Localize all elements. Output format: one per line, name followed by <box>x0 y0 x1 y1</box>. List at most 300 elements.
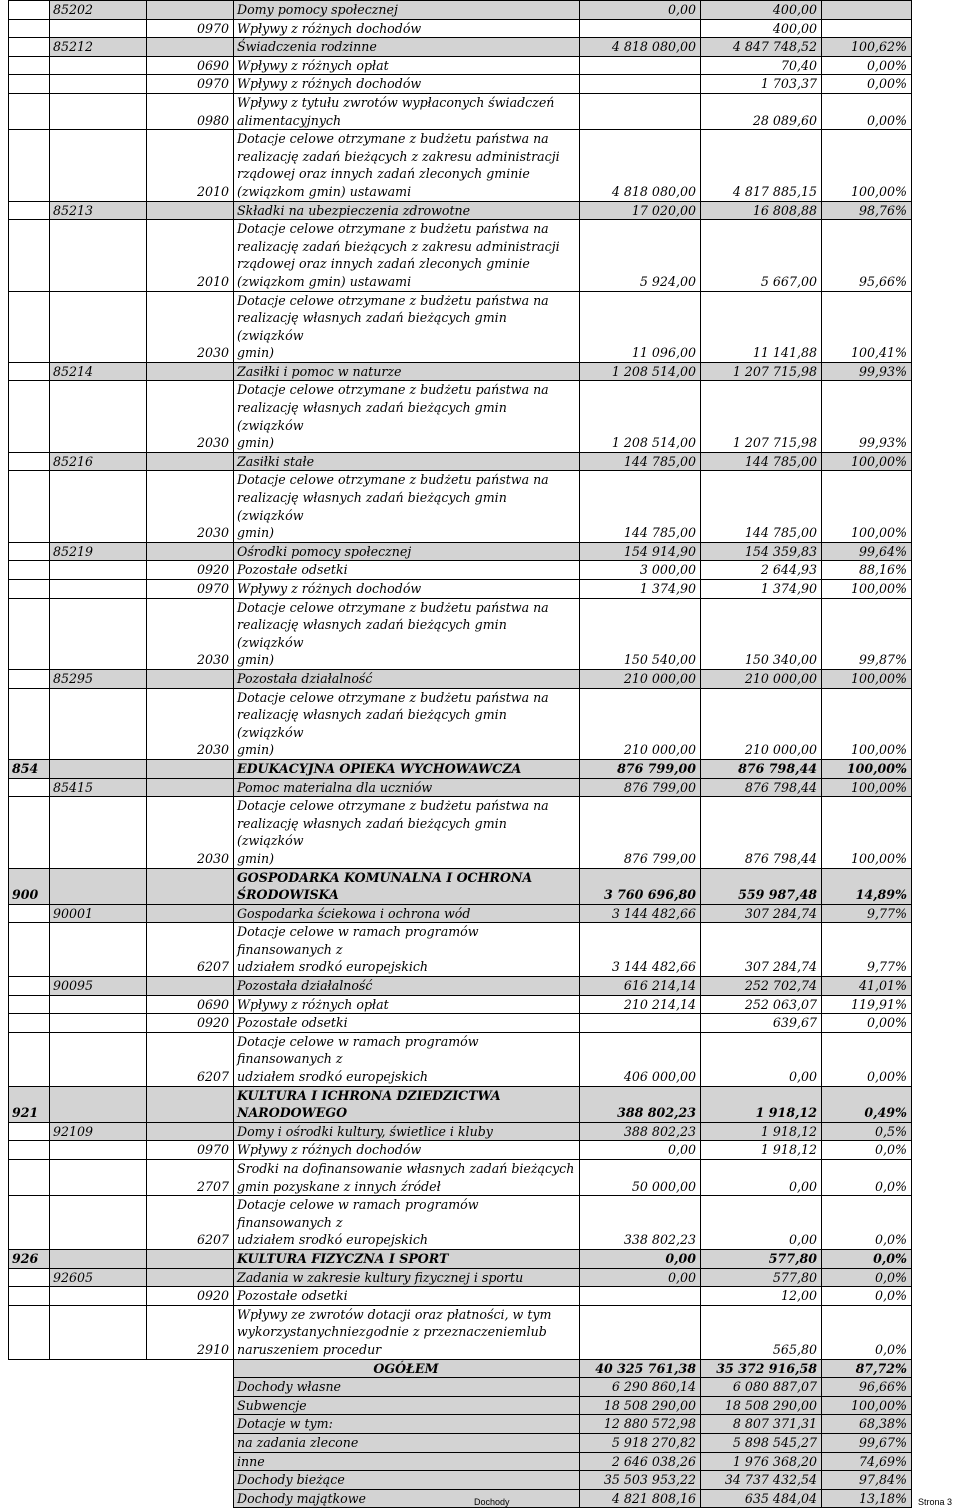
rozdzial-cell <box>50 688 147 759</box>
table-row <box>9 688 912 759</box>
wykonanie-cell <box>701 580 822 599</box>
rozdzial-cell <box>50 580 147 599</box>
table-row <box>9 561 912 580</box>
name-cell <box>234 362 580 381</box>
wykonanie-cell-text: 144 785,00 <box>744 453 817 469</box>
percent-cell-text: 0,0% <box>875 1232 907 1248</box>
summary-percent-cell-text: 87,72% <box>855 1360 907 1376</box>
paragraf-cell <box>147 1 234 20</box>
paragraf-cell-text: 6207 <box>196 1232 229 1248</box>
percent-cell <box>822 19 912 38</box>
paragraf-cell <box>147 542 234 561</box>
name-cell-text: Wpływy z różnych dochodów <box>237 581 422 596</box>
plan-cell-text: 0,00 <box>667 1269 696 1285</box>
wykonanie-cell <box>701 561 822 580</box>
plan-cell-text: 210 000,00 <box>623 742 696 758</box>
wykonanie-cell <box>701 362 822 381</box>
table-row <box>9 977 912 996</box>
blank-cell <box>9 1415 50 1434</box>
paragraf-cell-text: 2030 <box>196 435 229 451</box>
rozdzial-cell-text: 90001 <box>53 905 94 921</box>
name-cell-text: Wpływy z różnych dochodów <box>237 76 422 92</box>
wykonanie-cell <box>701 1141 822 1160</box>
wykonanie-cell <box>701 1 822 20</box>
summary-percent-cell <box>822 1471 912 1490</box>
paragraf-cell <box>147 561 234 580</box>
wykonanie-cell-text: 210 000,00 <box>744 742 817 758</box>
name-cell <box>234 381 580 452</box>
dzial-cell-text: 926 <box>12 1250 39 1266</box>
table-row <box>9 201 912 220</box>
table-row <box>9 669 912 688</box>
plan-cell <box>580 93 701 129</box>
plan-cell-text: 3 000,00 <box>639 562 696 578</box>
name-cell <box>234 977 580 996</box>
paragraf-cell-text: 2030 <box>196 850 229 866</box>
rozdzial-cell <box>50 759 147 778</box>
wykonanie-cell-text: 144 785,00 <box>744 525 817 541</box>
rozdzial-cell <box>50 561 147 580</box>
plan-cell <box>580 923 701 977</box>
summary-name-cell <box>234 1396 580 1415</box>
plan-cell-text: 338 802,23 <box>623 1232 696 1248</box>
wykonanie-cell <box>701 904 822 923</box>
percent-cell-text: 0,0% <box>875 1178 907 1194</box>
blank-cell <box>50 1471 234 1490</box>
summary-wykonanie-cell <box>701 1378 822 1397</box>
dzial-cell <box>9 19 50 38</box>
paragraf-cell <box>147 1287 234 1306</box>
rozdzial-cell <box>50 130 147 201</box>
summary-percent-cell <box>822 1433 912 1452</box>
paragraf-cell <box>147 1141 234 1160</box>
percent-cell <box>822 201 912 220</box>
name-cell-text: Dotacje celowe otrzymane z budżetu państwa na realizację własnych zadań bieżących gmin (związków gmin) <box>237 472 549 541</box>
plan-cell <box>580 598 701 669</box>
percent-cell-text: 100,00% <box>850 742 907 758</box>
name-cell-text: EDUKACYJNA OPIEKA WYCHOWAWCZA <box>237 760 522 776</box>
summary-percent-cell-text: 74,69% <box>858 1453 907 1469</box>
plan-cell-text: 3 144 482,66 <box>611 905 696 921</box>
plan-cell <box>580 1032 701 1086</box>
rozdzial-cell <box>50 1268 147 1287</box>
rozdzial-cell-text: 85212 <box>53 39 94 55</box>
percent-cell <box>822 1196 912 1250</box>
summary-percent-cell <box>822 1415 912 1434</box>
dzial-cell <box>9 38 50 57</box>
table-row <box>9 1268 912 1287</box>
percent-cell <box>822 471 912 542</box>
plan-cell-text: 17 020,00 <box>631 202 696 218</box>
blank-cell <box>9 1471 50 1490</box>
paragraf-cell <box>147 598 234 669</box>
wykonanie-cell <box>701 19 822 38</box>
dzial-cell <box>9 362 50 381</box>
percent-cell-text: 0,00% <box>866 1015 907 1031</box>
percent-cell-text: 0,0% <box>875 1142 907 1158</box>
name-cell-text: Zasiłki stałe <box>237 453 315 469</box>
percent-cell <box>822 75 912 94</box>
name-cell <box>234 291 580 362</box>
name-cell-text: Dotacje celowe w ramach programów finansowanych z udziałem srodkó europejskich <box>237 1197 479 1248</box>
name-cell <box>234 220 580 291</box>
wykonanie-cell <box>701 291 822 362</box>
wykonanie-cell <box>701 1014 822 1033</box>
dzial-cell <box>9 1305 50 1359</box>
name-cell <box>234 1141 580 1160</box>
summary-wykonanie-cell <box>701 1359 822 1378</box>
summary-row <box>9 1433 912 1452</box>
wykonanie-cell-text: 307 284,74 <box>744 905 817 921</box>
plan-cell <box>580 1305 701 1359</box>
name-cell-text: Wpływy z różnych dochodów <box>237 20 422 36</box>
summary-wykonanie-cell-text: 6 080 887,07 <box>732 1379 817 1395</box>
summary-name-cell <box>234 1471 580 1490</box>
wykonanie-cell-text: 210 000,00 <box>744 670 817 686</box>
summary-plan-cell <box>580 1433 701 1452</box>
name-cell <box>234 1032 580 1086</box>
dzial-cell <box>9 1086 50 1122</box>
wykonanie-cell-text: 1 703,37 <box>760 76 817 92</box>
summary-row <box>9 1452 912 1471</box>
summary-plan-cell-text: 4 821 808,16 <box>611 1490 696 1506</box>
name-cell <box>234 580 580 599</box>
percent-cell-text: 100,00% <box>850 850 907 866</box>
paragraf-cell <box>147 56 234 75</box>
rozdzial-cell <box>50 93 147 129</box>
wykonanie-cell <box>701 1086 822 1122</box>
rozdzial-cell-text: 85213 <box>53 202 94 218</box>
blank-cell <box>9 1489 50 1508</box>
name-cell <box>234 201 580 220</box>
plan-cell <box>580 130 701 201</box>
percent-cell-text: 0,00% <box>866 76 907 92</box>
plan-cell <box>580 580 701 599</box>
plan-cell <box>580 362 701 381</box>
summary-name-cell <box>234 1359 580 1378</box>
table-row <box>9 868 912 904</box>
wykonanie-cell <box>701 75 822 94</box>
paragraf-cell <box>147 93 234 129</box>
percent-cell-text: 14,89% <box>855 887 907 903</box>
wykonanie-cell <box>701 778 822 797</box>
name-cell <box>234 759 580 778</box>
table-row <box>9 923 912 977</box>
plan-cell-text: 876 799,00 <box>617 760 696 776</box>
summary-percent-cell <box>822 1396 912 1415</box>
dzial-cell <box>9 778 50 797</box>
rozdzial-cell-text: 85219 <box>53 543 94 559</box>
dzial-cell-text: 921 <box>12 1105 39 1121</box>
dzial-cell <box>9 995 50 1014</box>
summary-name-cell-text: Dotacje w tym: <box>237 1416 333 1432</box>
dzial-cell <box>9 759 50 778</box>
wykonanie-cell <box>701 38 822 57</box>
wykonanie-cell <box>701 669 822 688</box>
dzial-cell <box>9 56 50 75</box>
percent-cell <box>822 291 912 362</box>
plan-cell <box>580 75 701 94</box>
paragraf-cell <box>147 38 234 57</box>
paragraf-cell <box>147 1305 234 1359</box>
summary-wykonanie-cell-text: 34 737 432,54 <box>724 1472 817 1488</box>
name-cell <box>234 995 580 1014</box>
page-number: Strona 3 <box>917 1497 952 1507</box>
percent-cell <box>822 452 912 471</box>
percent-cell-text: 0,00% <box>866 112 907 128</box>
summary-name-cell-text: Dochody majątkowe <box>237 1490 366 1506</box>
total-row <box>9 1359 912 1378</box>
wykonanie-cell <box>701 688 822 759</box>
plan-cell-text: 144 785,00 <box>623 525 696 541</box>
paragraf-cell-text: 0920 <box>196 1015 229 1031</box>
plan-cell-text: 1 208 514,00 <box>611 435 696 451</box>
percent-cell <box>822 93 912 129</box>
percent-cell-text: 99,87% <box>858 652 907 668</box>
paragraf-cell <box>147 580 234 599</box>
summary-wykonanie-cell-text: 5 898 545,27 <box>732 1434 817 1450</box>
name-cell <box>234 1196 580 1250</box>
summary-name-cell-text: OGÓŁEM <box>373 1360 439 1376</box>
percent-cell <box>822 995 912 1014</box>
plan-cell <box>580 381 701 452</box>
name-cell-text: Dotacje celowe w ramach programów finansowanych z udziałem srodkó europejskich <box>237 924 479 975</box>
rozdzial-cell <box>50 868 147 904</box>
name-cell <box>234 1305 580 1359</box>
blank-cell <box>50 1378 234 1397</box>
name-cell-text: KULTURA I ICHRONA DZIEDZICTWA NARODOWEGO <box>237 1087 501 1121</box>
name-cell <box>234 1122 580 1141</box>
name-cell-text: Wpływy z różnych opłat <box>237 57 389 73</box>
percent-cell-text: 100,00% <box>850 581 907 596</box>
summary-wykonanie-cell <box>701 1415 822 1434</box>
paragraf-cell <box>147 130 234 201</box>
name-cell-text: Dotacje celowe w ramach programów finansowanych z udziałem srodkó europejskich <box>237 1033 479 1085</box>
percent-cell-text: 0,0% <box>875 1269 907 1285</box>
table-row <box>9 1 912 20</box>
summary-wykonanie-cell-text: 635 484,04 <box>744 1490 817 1506</box>
wykonanie-cell <box>701 1032 822 1086</box>
plan-cell <box>580 1 701 20</box>
paragraf-cell <box>147 1032 234 1086</box>
percent-cell-text: 100,00% <box>850 183 907 199</box>
summary-name-cell-text: Dochody bieżące <box>237 1472 345 1488</box>
paragraf-cell-text: 2030 <box>196 742 229 758</box>
rozdzial-cell <box>50 1014 147 1033</box>
paragraf-cell <box>147 201 234 220</box>
percent-cell <box>822 1032 912 1086</box>
name-cell <box>234 452 580 471</box>
percent-cell-text: 100,00% <box>846 760 907 776</box>
percent-cell-text: 0,5% <box>875 1123 907 1139</box>
dzial-cell <box>9 1122 50 1141</box>
paragraf-cell-text: 0980 <box>196 112 229 128</box>
paragraf-cell-text: 2910 <box>196 1341 229 1357</box>
table-row <box>9 75 912 94</box>
dzial-cell <box>9 669 50 688</box>
wykonanie-cell-text: 2 644,93 <box>760 562 817 578</box>
rozdzial-cell-text: 85216 <box>53 453 94 469</box>
name-cell <box>234 598 580 669</box>
dzial-cell <box>9 220 50 291</box>
wykonanie-cell-text: 1 374,90 <box>760 581 817 596</box>
rozdzial-cell <box>50 904 147 923</box>
wykonanie-cell-text: 876 798,44 <box>744 850 817 866</box>
table-row <box>9 995 912 1014</box>
plan-cell-text: 3 144 482,66 <box>611 959 696 975</box>
percent-cell <box>822 1122 912 1141</box>
percent-cell <box>822 797 912 868</box>
dzial-cell <box>9 1014 50 1033</box>
summary-percent-cell-text: 99,67% <box>858 1434 907 1450</box>
table-row <box>9 19 912 38</box>
rozdzial-cell <box>50 1032 147 1086</box>
rozdzial-cell <box>50 471 147 542</box>
paragraf-cell <box>147 759 234 778</box>
name-cell-text: Wpływy ze zwrotów dotacji oraz płatności, w tym wykorzystanychniezgodnie z przeznaczeniemlub naruszeniem procedur <box>237 1306 552 1357</box>
table-row <box>9 1160 912 1196</box>
wykonanie-cell-text: 400,00 <box>772 20 817 36</box>
wykonanie-cell <box>701 1160 822 1196</box>
plan-cell <box>580 1160 701 1196</box>
wykonanie-cell-text: 1 207 715,98 <box>732 435 817 451</box>
dzial-cell <box>9 1268 50 1287</box>
summary-percent-cell-text: 13,18% <box>858 1490 907 1506</box>
table-row <box>9 1287 912 1306</box>
name-cell <box>234 1287 580 1306</box>
plan-cell-text: 150 540,00 <box>623 652 696 668</box>
plan-cell <box>580 868 701 904</box>
table-row <box>9 362 912 381</box>
paragraf-cell <box>147 471 234 542</box>
summary-name-cell <box>234 1415 580 1434</box>
name-cell <box>234 19 580 38</box>
percent-cell <box>822 688 912 759</box>
rozdzial-cell <box>50 977 147 996</box>
summary-row <box>9 1378 912 1397</box>
percent-cell-text: 99,64% <box>858 543 907 559</box>
paragraf-cell <box>147 778 234 797</box>
summary-row <box>9 1415 912 1434</box>
blank-cell <box>50 1396 234 1415</box>
summary-percent-cell-text: 96,66% <box>858 1379 907 1395</box>
rozdzial-cell-text: 92605 <box>53 1269 94 1285</box>
dzial-cell <box>9 797 50 868</box>
summary-plan-cell-text: 40 325 761,38 <box>595 1360 696 1376</box>
name-cell-text: Zadania w zakresie kultury fizycznej i sportu <box>237 1269 524 1285</box>
plan-cell-text: 1 374,90 <box>639 581 696 596</box>
percent-cell <box>822 778 912 797</box>
wykonanie-cell <box>701 471 822 542</box>
table-row <box>9 1014 912 1033</box>
name-cell-text: Gospodarka ściekowa i ochrona wód <box>237 905 471 921</box>
name-cell-text: Pozostała działalność <box>237 670 373 686</box>
wykonanie-cell-text: 1 918,12 <box>755 1105 817 1121</box>
plan-cell-text: 50 000,00 <box>631 1178 696 1194</box>
wykonanie-cell <box>701 381 822 452</box>
dzial-cell <box>9 1160 50 1196</box>
dzial-cell <box>9 904 50 923</box>
wykonanie-cell <box>701 977 822 996</box>
name-cell-text: Pomoc materialna dla uczniów <box>237 779 433 795</box>
summary-percent-cell-text: 68,38% <box>858 1416 907 1432</box>
percent-cell <box>822 362 912 381</box>
wykonanie-cell-text: 0,00 <box>788 1178 817 1194</box>
percent-cell-text: 0,00% <box>866 1069 907 1085</box>
summary-wykonanie-cell-text: 35 372 916,58 <box>716 1360 817 1376</box>
wykonanie-cell-text: 28 089,60 <box>752 112 817 128</box>
wykonanie-cell-text: 252 702,74 <box>744 978 817 994</box>
wykonanie-cell-text: 1 207 715,98 <box>732 363 817 379</box>
summary-wykonanie-cell-text: 8 807 371,31 <box>732 1416 817 1432</box>
wykonanie-cell <box>701 923 822 977</box>
plan-cell-text: 876 799,00 <box>623 779 696 795</box>
name-cell <box>234 561 580 580</box>
plan-cell-text: 4 818 080,00 <box>611 183 696 199</box>
name-cell-text: Pozostałe odsetki <box>237 1288 348 1304</box>
table-row <box>9 797 912 868</box>
wykonanie-cell <box>701 1268 822 1287</box>
name-cell-text: Dotacje celowe otrzymane z budżetu państwa na realizację własnych zadań bieżących gmin (związków gmin) <box>237 689 549 758</box>
name-cell-text: Srodki na dofinansowanie własnych zadań bieżących gmin pozyskane z innych źródeł <box>237 1161 575 1194</box>
plan-cell-text: 388 802,23 <box>623 1123 696 1139</box>
summary-percent-cell-text: 100,00% <box>850 1397 907 1413</box>
plan-cell <box>580 542 701 561</box>
dzial-cell <box>9 542 50 561</box>
name-cell-text: Pozostałe odsetki <box>237 1015 348 1031</box>
name-cell-text: Dotacje celowe otrzymane z budżetu państwa na realizację własnych zadań bieżących gmin (związków gmin) <box>237 599 549 668</box>
dzial-cell <box>9 130 50 201</box>
paragraf-cell-text: 2030 <box>196 525 229 541</box>
paragraf-cell <box>147 904 234 923</box>
table-row <box>9 93 912 129</box>
rozdzial-cell-text: 92109 <box>53 1123 94 1139</box>
percent-cell <box>822 561 912 580</box>
paragraf-cell-text: 2030 <box>196 345 229 361</box>
wykonanie-cell <box>701 1305 822 1359</box>
percent-cell-text: 0,0% <box>873 1250 907 1266</box>
wykonanie-cell-text: 577,80 <box>772 1269 817 1285</box>
dzial-cell <box>9 598 50 669</box>
dzial-cell <box>9 868 50 904</box>
table-row <box>9 130 912 201</box>
percent-cell <box>822 669 912 688</box>
percent-cell <box>822 904 912 923</box>
summary-plan-cell <box>580 1415 701 1434</box>
dzial-cell <box>9 381 50 452</box>
name-cell <box>234 778 580 797</box>
dzial-cell <box>9 561 50 580</box>
wykonanie-cell-text: 565,80 <box>772 1341 817 1357</box>
table-row <box>9 1141 912 1160</box>
blank-cell <box>50 1452 234 1471</box>
rozdzial-cell <box>50 778 147 797</box>
dzial-cell <box>9 923 50 977</box>
percent-cell <box>822 130 912 201</box>
summary-plan-cell-text: 6 290 860,14 <box>611 1379 696 1395</box>
rozdzial-cell <box>50 923 147 977</box>
dzial-cell <box>9 1249 50 1268</box>
summary-plan-cell <box>580 1489 701 1508</box>
percent-cell <box>822 1 912 20</box>
summary-plan-cell <box>580 1378 701 1397</box>
percent-cell <box>822 542 912 561</box>
name-cell-text: Pozostałe odsetki <box>237 562 348 578</box>
summary-percent-cell <box>822 1359 912 1378</box>
rozdzial-cell <box>50 1196 147 1250</box>
percent-cell <box>822 1141 912 1160</box>
table-row <box>9 598 912 669</box>
